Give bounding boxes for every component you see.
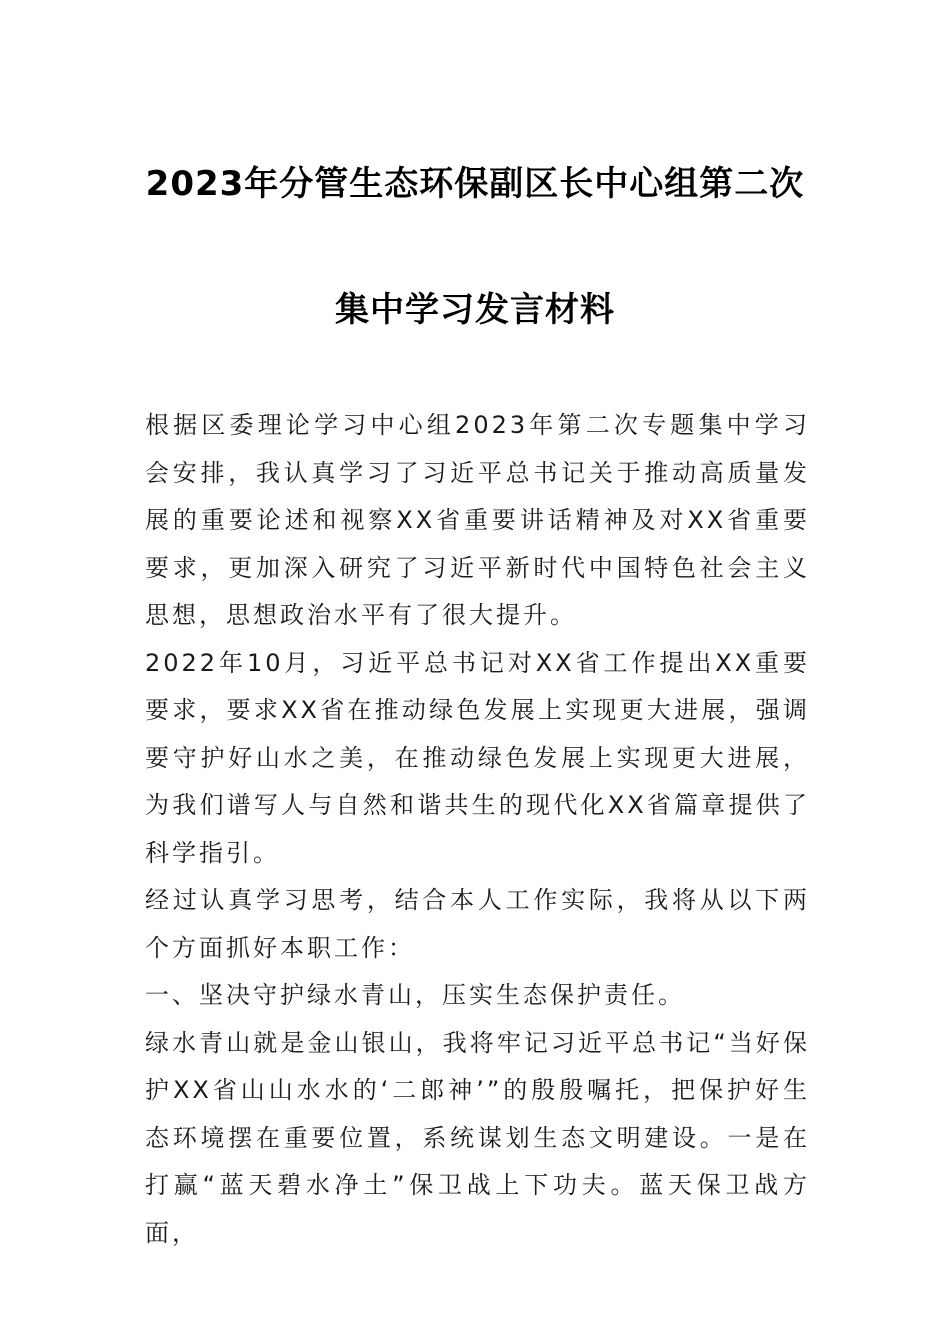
section-heading-1: 一、坚决守护绿水青山，压实生态保护责任。: [145, 981, 685, 1009]
paragraph-background: 2022年10月，习近平总书记对XX省工作提出XX重要要求，要求XX省在推动绿色发展上实现更大进展，强调要守护好山水之美，在推动绿色发展上实现更大进展，为我们谱写人与自然和谐共生的现代化XX省篇章提供了科学指引。: [145, 648, 810, 867]
paragraph-plan: 经过认真学习思考，结合本人工作实际，我将从以下两个方面抓好本职工作：: [145, 886, 810, 962]
document-title-line-1: 2023年分管生态环保副区长中心组第二次: [145, 164, 805, 204]
paragraph-section-1: 绿水青山就是金山银山，我将牢记习近平总书记“当好保护XX省山山水水的‘二郎神’”的殷殷嘱托，把保护好生态环境摆在重要位置，系统谋划生态文明建设。一是在打赢“蓝天碧水净土”保卫战上下功夫。蓝天保卫战方面，: [145, 1028, 810, 1247]
document-title-line-2: 集中学习发言材料: [335, 290, 615, 330]
paragraph-intro: 根据区委理论学习中心组2023年第二次专题集中学习会安排，我认真学习了习近平总书记关于推动高质量发展的重要论述和视察XX省重要讲话精神及对XX省重要要求，更加深入研究了习近平新时代中国特色社会主义思想，思想政治水平有了很大提升。: [145, 411, 810, 629]
document-body: [145, 402, 810, 1257]
